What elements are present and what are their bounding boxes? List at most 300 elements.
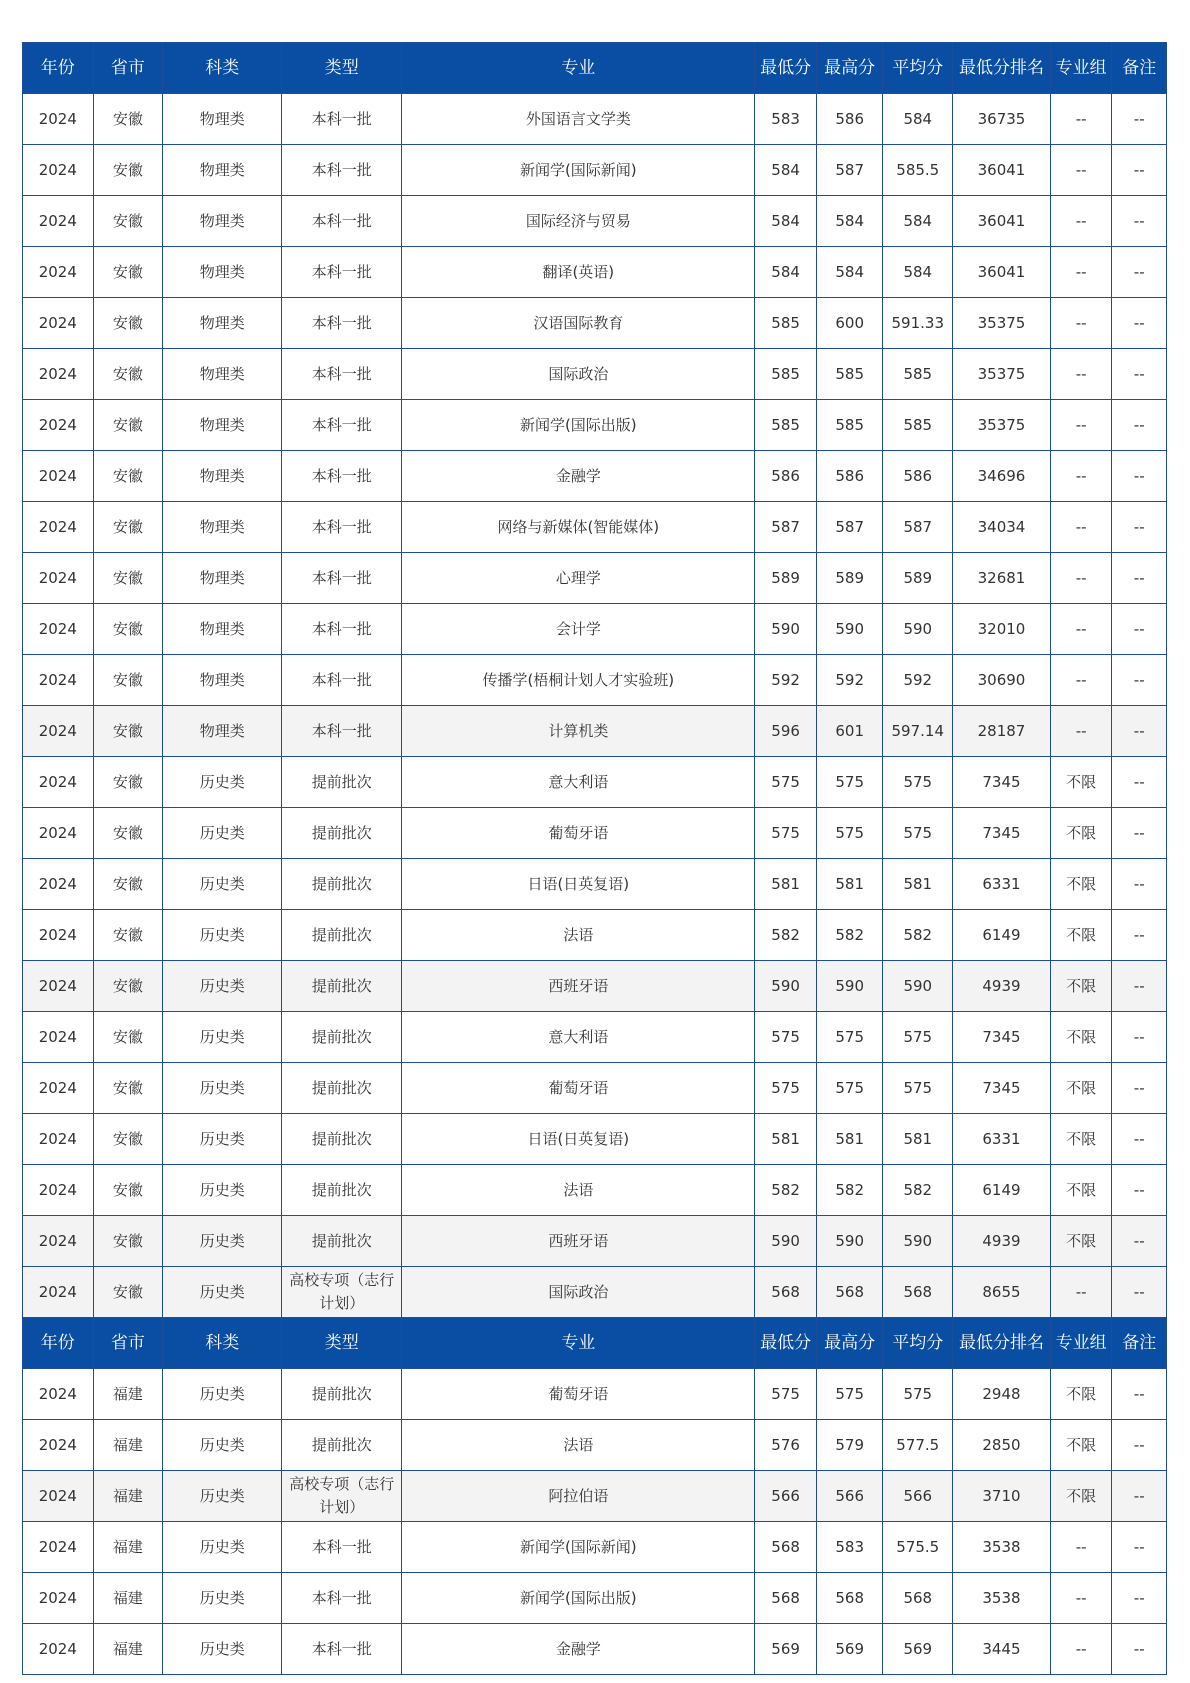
subject-cell: 历史类: [163, 859, 282, 910]
province-cell: 福建: [93, 1522, 163, 1573]
year-cell: 2024: [23, 349, 94, 400]
avg-score-cell: 584: [883, 94, 953, 145]
min-rank-cell: 30690: [953, 655, 1051, 706]
batch-cell: 提前批次: [282, 1114, 402, 1165]
min-score-cell: 576: [755, 1420, 817, 1471]
batch-cell: 提前批次: [282, 1216, 402, 1267]
note-cell: --: [1112, 1369, 1167, 1420]
batch-cell: 本科一批: [282, 1522, 402, 1573]
major-cell: 日语(日英复语): [402, 859, 755, 910]
avg-score-cell: 582: [883, 910, 953, 961]
table-row: [23, 502, 1167, 553]
major-cell: 外国语言文学类: [402, 94, 755, 145]
subject-cell: 物理类: [163, 145, 282, 196]
note-cell: --: [1112, 553, 1167, 604]
note-cell: --: [1112, 94, 1167, 145]
province-cell: 安徽: [93, 1216, 163, 1267]
header-major-group: 专业组: [1050, 1318, 1112, 1369]
major-cell: 网络与新媒体(智能媒体): [402, 502, 755, 553]
avg-score-cell: 591.33: [883, 298, 953, 349]
subject-cell: 物理类: [163, 604, 282, 655]
province-cell: 安徽: [93, 961, 163, 1012]
avg-score-cell: 575: [883, 808, 953, 859]
table-row: [23, 1114, 1167, 1165]
major-group-cell: 不限: [1050, 1012, 1112, 1063]
major-cell: 新闻学(国际新闻): [402, 1522, 755, 1573]
province-cell: 安徽: [93, 808, 163, 859]
min-score-cell: 585: [755, 400, 817, 451]
note-cell: --: [1112, 604, 1167, 655]
note-cell: --: [1112, 1063, 1167, 1114]
major-group-cell: 不限: [1050, 757, 1112, 808]
avg-score-cell: 590: [883, 961, 953, 1012]
min-score-cell: 592: [755, 655, 817, 706]
avg-score-cell: 568: [883, 1573, 953, 1624]
avg-score-cell: 592: [883, 655, 953, 706]
table-header-row: [23, 1318, 1167, 1369]
header-min-rank: 最低分排名: [953, 1318, 1051, 1369]
table-row: [23, 553, 1167, 604]
province-cell: 安徽: [93, 604, 163, 655]
avg-score-cell: 568: [883, 1267, 953, 1318]
year-cell: 2024: [23, 553, 94, 604]
major-group-cell: 不限: [1050, 961, 1112, 1012]
year-cell: 2024: [23, 1369, 94, 1420]
min-rank-cell: 6331: [953, 859, 1051, 910]
note-cell: --: [1112, 1216, 1167, 1267]
note-cell: --: [1112, 502, 1167, 553]
max-score-cell: 575: [816, 808, 883, 859]
batch-cell: 本科一批: [282, 1624, 402, 1675]
subject-cell: 物理类: [163, 655, 282, 706]
min-rank-cell: 6149: [953, 910, 1051, 961]
year-cell: 2024: [23, 808, 94, 859]
subject-cell: 物理类: [163, 400, 282, 451]
header-note: 备注: [1112, 43, 1167, 94]
note-cell: --: [1112, 145, 1167, 196]
batch-cell: 本科一批: [282, 349, 402, 400]
province-cell: 安徽: [93, 247, 163, 298]
major-cell: 法语: [402, 1420, 755, 1471]
min-rank-cell: 4939: [953, 1216, 1051, 1267]
major-group-cell: 不限: [1050, 1369, 1112, 1420]
min-score-cell: 575: [755, 1063, 817, 1114]
batch-cell: 提前批次: [282, 961, 402, 1012]
avg-score-cell: 575: [883, 1012, 953, 1063]
major-group-cell: --: [1050, 94, 1112, 145]
major-group-cell: --: [1050, 298, 1112, 349]
min-rank-cell: 35375: [953, 298, 1051, 349]
subject-cell: 物理类: [163, 298, 282, 349]
year-cell: 2024: [23, 247, 94, 298]
major-cell: 新闻学(国际出版): [402, 1573, 755, 1624]
min-score-cell: 581: [755, 859, 817, 910]
province-cell: 安徽: [93, 145, 163, 196]
header-min-score: 最低分: [755, 1318, 817, 1369]
province-cell: 安徽: [93, 196, 163, 247]
avg-score-cell: 585.5: [883, 145, 953, 196]
max-score-cell: 579: [816, 1420, 883, 1471]
year-cell: 2024: [23, 757, 94, 808]
max-score-cell: 587: [816, 145, 883, 196]
subject-cell: 历史类: [163, 910, 282, 961]
avg-score-cell: 584: [883, 247, 953, 298]
province-cell: 福建: [93, 1573, 163, 1624]
batch-cell: 提前批次: [282, 1165, 402, 1216]
major-cell: 国际政治: [402, 349, 755, 400]
note-cell: --: [1112, 808, 1167, 859]
major-group-cell: --: [1050, 502, 1112, 553]
province-cell: 福建: [93, 1471, 163, 1522]
major-group-cell: --: [1050, 1522, 1112, 1573]
major-cell: 日语(日英复语): [402, 1114, 755, 1165]
max-score-cell: 586: [816, 94, 883, 145]
major-group-cell: --: [1050, 145, 1112, 196]
header-major-group: 专业组: [1050, 43, 1112, 94]
max-score-cell: 592: [816, 655, 883, 706]
header-batch: 类型: [282, 1318, 402, 1369]
max-score-cell: 582: [816, 910, 883, 961]
major-group-cell: --: [1050, 1624, 1112, 1675]
min-score-cell: 581: [755, 1114, 817, 1165]
note-cell: --: [1112, 1267, 1167, 1318]
table-row: [23, 1471, 1167, 1522]
subject-cell: 历史类: [163, 1165, 282, 1216]
major-group-cell: --: [1050, 1573, 1112, 1624]
min-rank-cell: 34696: [953, 451, 1051, 502]
avg-score-cell: 569: [883, 1624, 953, 1675]
year-cell: 2024: [23, 94, 94, 145]
table-row: [23, 1522, 1167, 1573]
province-cell: 福建: [93, 1369, 163, 1420]
max-score-cell: 590: [816, 1216, 883, 1267]
table-body: [23, 43, 1167, 1675]
table-row: [23, 1420, 1167, 1471]
subject-cell: 物理类: [163, 502, 282, 553]
min-rank-cell: 3710: [953, 1471, 1051, 1522]
table-row: [23, 1369, 1167, 1420]
avg-score-cell: 590: [883, 604, 953, 655]
max-score-cell: 575: [816, 1012, 883, 1063]
min-rank-cell: 36041: [953, 247, 1051, 298]
max-score-cell: 590: [816, 961, 883, 1012]
major-group-cell: --: [1050, 553, 1112, 604]
major-cell: 汉语国际教育: [402, 298, 755, 349]
min-rank-cell: 35375: [953, 349, 1051, 400]
major-group-cell: 不限: [1050, 1216, 1112, 1267]
min-score-cell: 568: [755, 1267, 817, 1318]
year-cell: 2024: [23, 655, 94, 706]
max-score-cell: 569: [816, 1624, 883, 1675]
max-score-cell: 581: [816, 859, 883, 910]
major-cell: 法语: [402, 910, 755, 961]
min-score-cell: 569: [755, 1624, 817, 1675]
year-cell: 2024: [23, 961, 94, 1012]
note-cell: --: [1112, 451, 1167, 502]
min-score-cell: 590: [755, 604, 817, 655]
major-cell: 翻译(英语): [402, 247, 755, 298]
year-cell: 2024: [23, 859, 94, 910]
province-cell: 安徽: [93, 502, 163, 553]
major-group-cell: --: [1050, 400, 1112, 451]
note-cell: --: [1112, 247, 1167, 298]
table-row: [23, 655, 1167, 706]
major-cell: 国际经济与贸易: [402, 196, 755, 247]
avg-score-cell: 590: [883, 1216, 953, 1267]
subject-cell: 历史类: [163, 808, 282, 859]
subject-cell: 历史类: [163, 757, 282, 808]
header-max-score: 最高分: [816, 1318, 883, 1369]
province-cell: 安徽: [93, 1165, 163, 1216]
major-cell: 葡萄牙语: [402, 808, 755, 859]
max-score-cell: 585: [816, 400, 883, 451]
max-score-cell: 583: [816, 1522, 883, 1573]
subject-cell: 历史类: [163, 1624, 282, 1675]
table-row: [23, 1012, 1167, 1063]
min-score-cell: 587: [755, 502, 817, 553]
max-score-cell: 585: [816, 349, 883, 400]
year-cell: 2024: [23, 502, 94, 553]
max-score-cell: 600: [816, 298, 883, 349]
table-row: [23, 451, 1167, 502]
subject-cell: 历史类: [163, 1471, 282, 1522]
table-row: [23, 1063, 1167, 1114]
note-cell: --: [1112, 1165, 1167, 1216]
major-group-cell: 不限: [1050, 1165, 1112, 1216]
header-province: 省市: [93, 1318, 163, 1369]
admission-scores-table: [22, 42, 1167, 1675]
note-cell: --: [1112, 910, 1167, 961]
table-row: [23, 349, 1167, 400]
min-rank-cell: 7345: [953, 808, 1051, 859]
year-cell: 2024: [23, 1522, 94, 1573]
year-cell: 2024: [23, 145, 94, 196]
min-score-cell: 584: [755, 196, 817, 247]
min-score-cell: 585: [755, 349, 817, 400]
table-row: [23, 1267, 1167, 1318]
year-cell: 2024: [23, 604, 94, 655]
header-avg-score: 平均分: [883, 1318, 953, 1369]
table-row: [23, 757, 1167, 808]
avg-score-cell: 585: [883, 349, 953, 400]
province-cell: 安徽: [93, 553, 163, 604]
avg-score-cell: 581: [883, 859, 953, 910]
batch-cell: 高校专项（志行计划）: [282, 1471, 402, 1522]
year-cell: 2024: [23, 1573, 94, 1624]
province-cell: 安徽: [93, 349, 163, 400]
table-row: [23, 247, 1167, 298]
min-rank-cell: 6331: [953, 1114, 1051, 1165]
subject-cell: 物理类: [163, 553, 282, 604]
min-score-cell: 582: [755, 910, 817, 961]
table-row: [23, 94, 1167, 145]
min-score-cell: 582: [755, 1165, 817, 1216]
major-group-cell: --: [1050, 1267, 1112, 1318]
note-cell: --: [1112, 655, 1167, 706]
header-batch: 类型: [282, 43, 402, 94]
major-cell: 新闻学(国际出版): [402, 400, 755, 451]
table-row: [23, 298, 1167, 349]
avg-score-cell: 577.5: [883, 1420, 953, 1471]
year-cell: 2024: [23, 1267, 94, 1318]
major-group-cell: 不限: [1050, 859, 1112, 910]
major-cell: 心理学: [402, 553, 755, 604]
min-rank-cell: 34034: [953, 502, 1051, 553]
min-rank-cell: 36735: [953, 94, 1051, 145]
min-score-cell: 596: [755, 706, 817, 757]
min-score-cell: 568: [755, 1573, 817, 1624]
table-row: [23, 400, 1167, 451]
header-province: 省市: [93, 43, 163, 94]
avg-score-cell: 597.14: [883, 706, 953, 757]
note-cell: --: [1112, 400, 1167, 451]
note-cell: --: [1112, 1573, 1167, 1624]
header-min-rank: 最低分排名: [953, 43, 1051, 94]
table-row: [23, 145, 1167, 196]
min-rank-cell: 35375: [953, 400, 1051, 451]
major-cell: 会计学: [402, 604, 755, 655]
max-score-cell: 575: [816, 757, 883, 808]
subject-cell: 物理类: [163, 349, 282, 400]
header-avg-score: 平均分: [883, 43, 953, 94]
batch-cell: 本科一批: [282, 400, 402, 451]
max-score-cell: 586: [816, 451, 883, 502]
year-cell: 2024: [23, 451, 94, 502]
major-cell: 国际政治: [402, 1267, 755, 1318]
subject-cell: 历史类: [163, 1063, 282, 1114]
major-group-cell: --: [1050, 706, 1112, 757]
min-rank-cell: 2850: [953, 1420, 1051, 1471]
header-note: 备注: [1112, 1318, 1167, 1369]
batch-cell: 本科一批: [282, 298, 402, 349]
max-score-cell: 589: [816, 553, 883, 604]
avg-score-cell: 566: [883, 1471, 953, 1522]
subject-cell: 物理类: [163, 247, 282, 298]
batch-cell: 本科一批: [282, 196, 402, 247]
batch-cell: 本科一批: [282, 247, 402, 298]
major-cell: 意大利语: [402, 757, 755, 808]
province-cell: 安徽: [93, 655, 163, 706]
subject-cell: 历史类: [163, 1216, 282, 1267]
header-year: 年份: [23, 1318, 94, 1369]
avg-score-cell: 587: [883, 502, 953, 553]
major-group-cell: 不限: [1050, 1114, 1112, 1165]
min-score-cell: 590: [755, 1216, 817, 1267]
subject-cell: 历史类: [163, 1420, 282, 1471]
year-cell: 2024: [23, 196, 94, 247]
max-score-cell: 582: [816, 1165, 883, 1216]
note-cell: --: [1112, 1471, 1167, 1522]
header-max-score: 最高分: [816, 43, 883, 94]
province-cell: 安徽: [93, 451, 163, 502]
max-score-cell: 587: [816, 502, 883, 553]
batch-cell: 本科一批: [282, 604, 402, 655]
note-cell: --: [1112, 349, 1167, 400]
province-cell: 安徽: [93, 910, 163, 961]
year-cell: 2024: [23, 400, 94, 451]
note-cell: --: [1112, 1420, 1167, 1471]
batch-cell: 本科一批: [282, 706, 402, 757]
avg-score-cell: 575: [883, 757, 953, 808]
max-score-cell: 575: [816, 1369, 883, 1420]
major-cell: 西班牙语: [402, 961, 755, 1012]
table-row: [23, 1216, 1167, 1267]
subject-cell: 物理类: [163, 451, 282, 502]
subject-cell: 历史类: [163, 1573, 282, 1624]
min-rank-cell: 36041: [953, 145, 1051, 196]
note-cell: --: [1112, 1522, 1167, 1573]
avg-score-cell: 589: [883, 553, 953, 604]
major-group-cell: --: [1050, 247, 1112, 298]
avg-score-cell: 581: [883, 1114, 953, 1165]
note-cell: --: [1112, 757, 1167, 808]
min-score-cell: 586: [755, 451, 817, 502]
min-score-cell: 584: [755, 247, 817, 298]
province-cell: 安徽: [93, 1012, 163, 1063]
min-rank-cell: 6149: [953, 1165, 1051, 1216]
batch-cell: 提前批次: [282, 757, 402, 808]
province-cell: 安徽: [93, 859, 163, 910]
major-group-cell: --: [1050, 451, 1112, 502]
min-rank-cell: 28187: [953, 706, 1051, 757]
table-row: [23, 1624, 1167, 1675]
province-cell: 安徽: [93, 400, 163, 451]
avg-score-cell: 586: [883, 451, 953, 502]
year-cell: 2024: [23, 1420, 94, 1471]
major-cell: 新闻学(国际新闻): [402, 145, 755, 196]
max-score-cell: 581: [816, 1114, 883, 1165]
major-group-cell: 不限: [1050, 1420, 1112, 1471]
major-group-cell: 不限: [1050, 1063, 1112, 1114]
min-score-cell: 575: [755, 808, 817, 859]
province-cell: 福建: [93, 1420, 163, 1471]
subject-cell: 历史类: [163, 1522, 282, 1573]
header-min-score: 最低分: [755, 43, 817, 94]
max-score-cell: 566: [816, 1471, 883, 1522]
table-row: [23, 910, 1167, 961]
header-major: 专业: [402, 43, 755, 94]
min-rank-cell: 7345: [953, 1012, 1051, 1063]
header-year: 年份: [23, 43, 94, 94]
max-score-cell: 568: [816, 1267, 883, 1318]
avg-score-cell: 584: [883, 196, 953, 247]
min-rank-cell: 32681: [953, 553, 1051, 604]
year-cell: 2024: [23, 1216, 94, 1267]
major-cell: 传播学(梧桐计划人才实验班): [402, 655, 755, 706]
major-cell: 金融学: [402, 451, 755, 502]
subject-cell: 历史类: [163, 961, 282, 1012]
province-cell: 安徽: [93, 1063, 163, 1114]
note-cell: --: [1112, 196, 1167, 247]
min-rank-cell: 3538: [953, 1573, 1051, 1624]
province-cell: 安徽: [93, 94, 163, 145]
table-row: [23, 808, 1167, 859]
batch-cell: 提前批次: [282, 859, 402, 910]
batch-cell: 本科一批: [282, 502, 402, 553]
major-cell: 葡萄牙语: [402, 1369, 755, 1420]
year-cell: 2024: [23, 706, 94, 757]
table-header-row: [23, 43, 1167, 94]
note-cell: --: [1112, 1012, 1167, 1063]
avg-score-cell: 585: [883, 400, 953, 451]
min-rank-cell: 3445: [953, 1624, 1051, 1675]
year-cell: 2024: [23, 1624, 94, 1675]
min-rank-cell: 36041: [953, 196, 1051, 247]
min-score-cell: 575: [755, 1369, 817, 1420]
batch-cell: 提前批次: [282, 1369, 402, 1420]
note-cell: --: [1112, 298, 1167, 349]
batch-cell: 本科一批: [282, 553, 402, 604]
